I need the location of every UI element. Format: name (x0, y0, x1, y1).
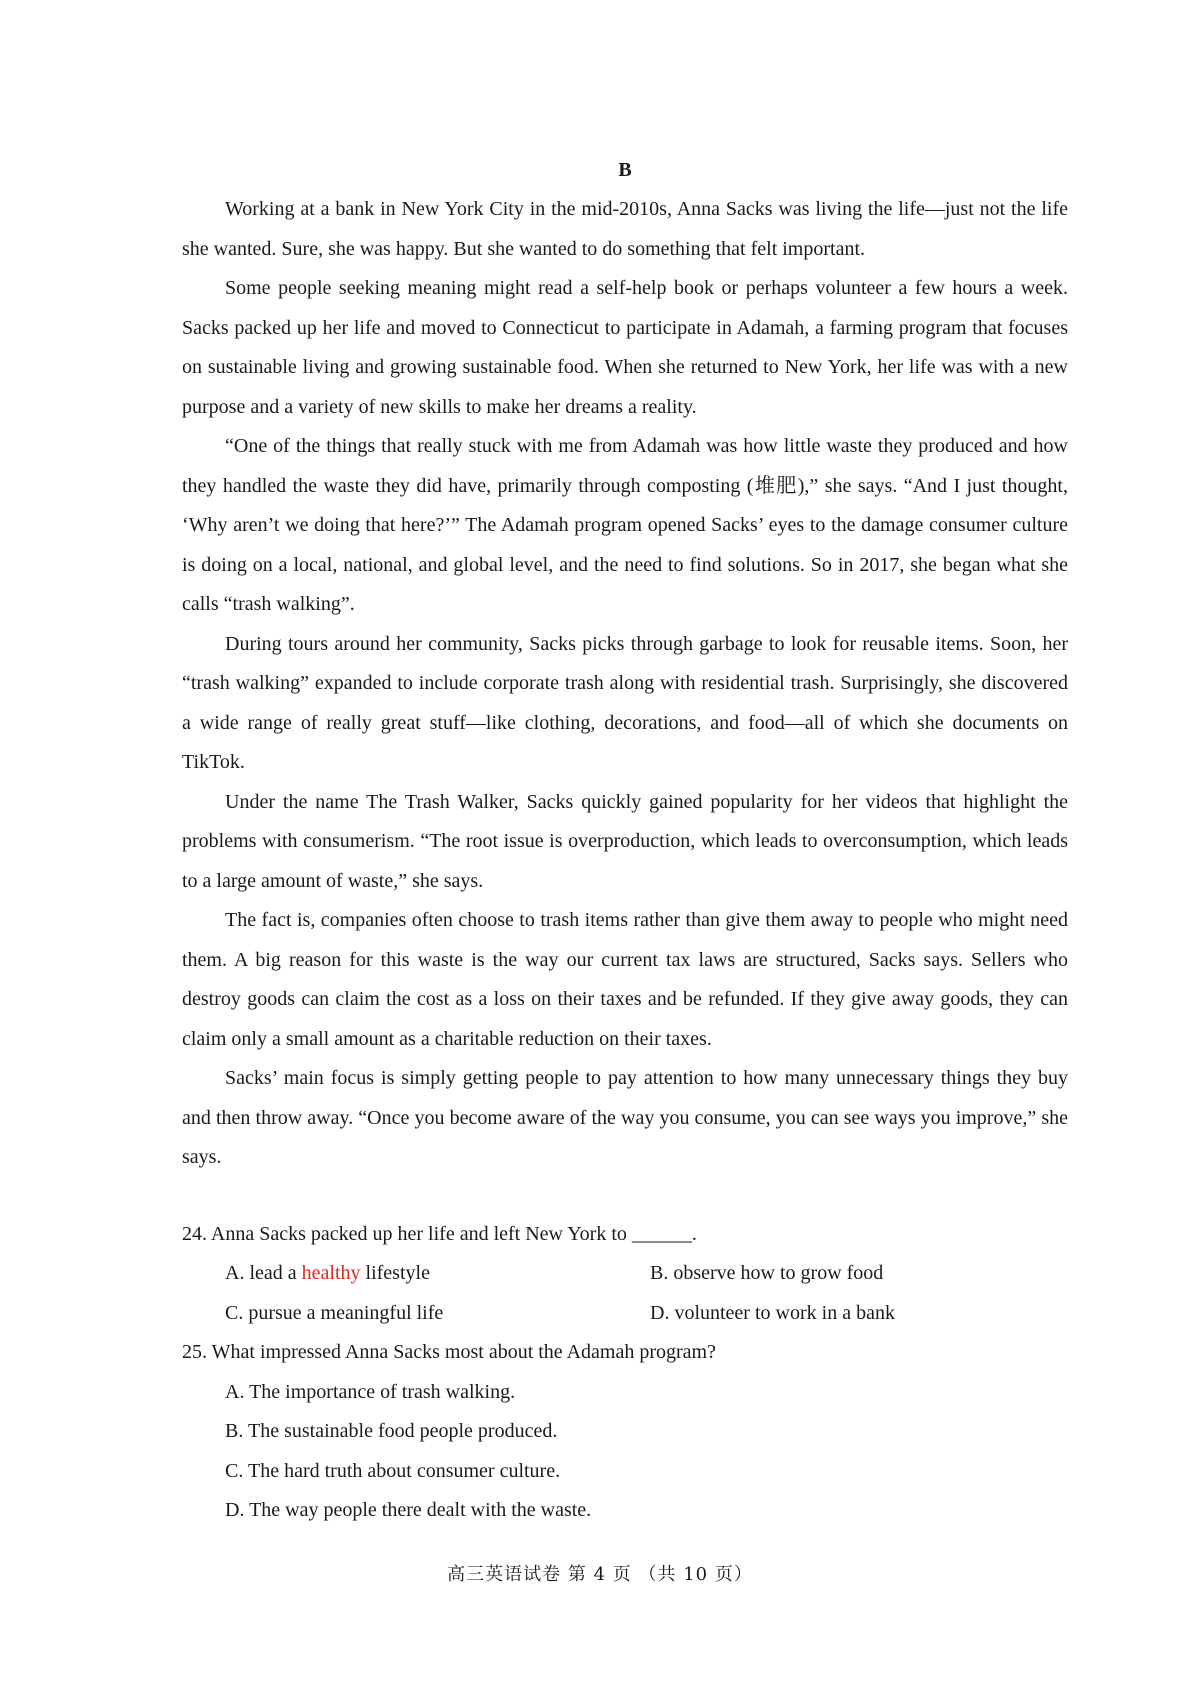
question-25 (182, 1333, 1068, 1531)
question-24-options (182, 1254, 1068, 1333)
question-25-option-d: D. The way people there dealt with the waste. (225, 1499, 592, 1521)
passage-paragraph-4: During tours around her community, Sacks picks through garbage to look for reusable items. Soon, her “trash walking” expanded to include corporate trash along with residential trash. Surprisingly, she discovered a wide range of really great stuff—like clothing, decorations, and food—all of which she documents on TikTok. (182, 632, 1068, 773)
question-25-option-b: B. The sustainable food people produced. (225, 1420, 558, 1442)
passage-paragraph-5: Under the name The Trash Walker, Sacks quickly gained popularity for her videos that highlight the problems with consumerism. “The root issue is overproduction, which leads to overconsumption, which leads to a large amount of waste,” she says. (182, 790, 1068, 892)
question-25-option-c: C. The hard truth about consumer culture. (225, 1459, 561, 1482)
section-gap (182, 1178, 1068, 1215)
question-24-option-b: B. observe how to grow food (650, 1262, 884, 1284)
question-24-stem: 24. Anna Sacks packed up her life and left New York to ______. (182, 1222, 697, 1245)
highlighted-word: healthy (301, 1262, 361, 1284)
passage-paragraph-3: “One of the things that really stuck with me from Adamah was how little waste they produced and how they handled the waste they did have, primarily through composting (堆肥),” she says. “And I just thought, ‘Why aren’t we doing that here?’” The Adamah program opened Sacks’ eyes to the damage consumer culture is doing on a local, national, and global level, and the need to find solutions. So in 2017, she began what she calls “trash walking”. (182, 435, 1068, 615)
exam-page (182, 150, 1068, 1531)
question-25-stem: 25. What impressed Anna Sacks most about the Adamah program? (182, 1341, 716, 1363)
section-title: B (618, 159, 632, 181)
question-25-option-a: A. The importance of trash walking. (225, 1380, 516, 1403)
question-24-option-a (225, 1254, 650, 1294)
passage-paragraph-7: Sacks’ main focus is simply getting people to pay attention to how many unnecessary things they buy and then throw away. “Once you become aware of the way you consume, you can see ways you improve,” she says. (182, 1067, 1068, 1168)
question-25-options (182, 1373, 1068, 1531)
question-24 (182, 1215, 1068, 1334)
question-24-option-d: D. volunteer to work in a bank (650, 1301, 895, 1324)
option-a-prefix: A. lead a (225, 1262, 302, 1284)
passage-paragraph-1: Working at a bank in New York City in the mid-2010s, Anna Sacks was living the life—just not the life she wanted. Sure, she was happy. But she wanted to do something that felt important. (182, 198, 1068, 260)
page-footer: 高三英语试卷 第 4 页 （共 10 页） (447, 1564, 753, 1585)
reading-passage (182, 190, 1068, 1178)
option-a-suffix: lifestyle (360, 1262, 430, 1284)
question-24-option-c: C. pursue a meaningful life (225, 1301, 444, 1324)
passage-paragraph-6: The fact is, companies often choose to trash items rather than give them away to people who might need them. A big reason for this waste is the way our current tax laws are structured, Sacks says. Sellers who destroy goods can claim the cost as a loss on their taxes and be refunded. If they give away goods, they can claim only a small amount as a charitable reduction on their taxes. (182, 909, 1068, 1050)
passage-paragraph-2: Some people seeking meaning might read a self-help book or perhaps volunteer a few hours a week. Sacks packed up her life and moved to Connecticut to participate in Adamah, a farming program that focuses on sustainable living and growing sustainable food. When she returned to New York, her life was with a new purpose and a variety of new skills to make her dreams a reality. (182, 277, 1068, 418)
